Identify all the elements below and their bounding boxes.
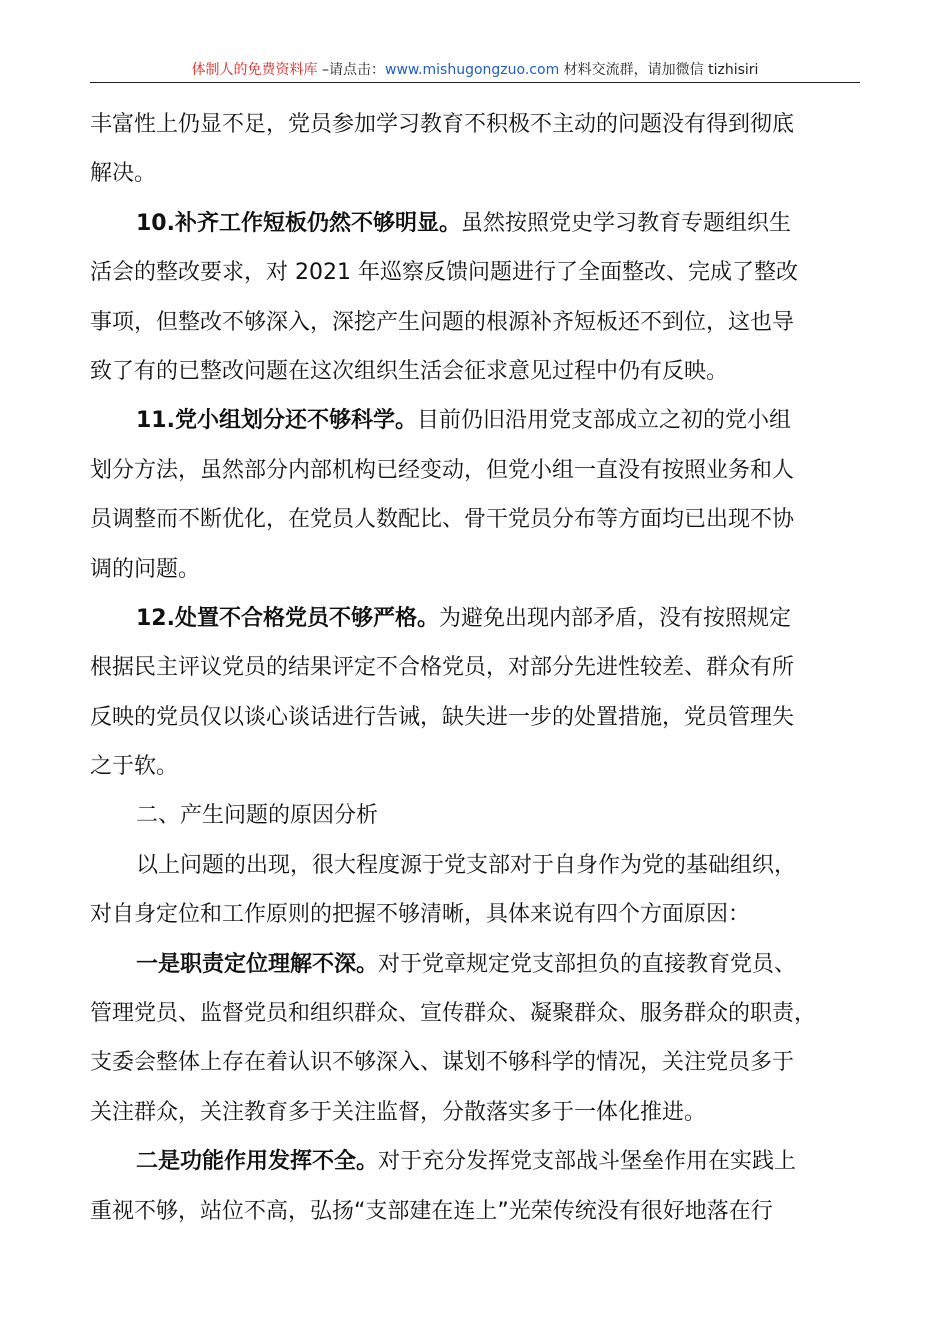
header-brand: 体制人的免费资料库: [191, 62, 318, 78]
header-url-link[interactable]: www.mishugongzuo.com: [385, 62, 560, 78]
document-body: [90, 100, 860, 1236]
header-wechat-note: 材料交流群，请加微信 tizhisiri: [559, 62, 759, 78]
reason-2-heading: 二是功能作用发挥不全。: [136, 1149, 379, 1175]
body-line: 之于软。: [90, 754, 179, 780]
body-line: 划分方法，虽然部分内部机构已经变动，但党小组一直没有按照业务和人: [90, 457, 795, 483]
body-line: 反映的党员仅以谈心谈话进行告诫，缺失进一步的处置措施，党员管理失: [90, 704, 795, 730]
item-12-first-line: 12.处置不合格党员不够严格。为避免出现内部矛盾，没有按照规定: [136, 605, 791, 631]
body-line: 根据民主评议党员的结果评定不合格党员，对部分先进性较差、群众有所: [90, 655, 795, 681]
body-line: 丰富性上仍显不足，党员参加学习教育不积极不主动的问题没有得到彻底: [90, 112, 795, 137]
body-line: 对自身定位和工作原则的把握不够清晰，具体来说有四个方面原因：: [90, 902, 751, 928]
body-line: 关注群众，关注教育多于关注监督，分散落实多于一体化推进。: [90, 1099, 707, 1125]
body-line: 调的问题。: [90, 556, 201, 582]
body-line: 重视不够，站位不高，弘扬“支部建在连上”光荣传统没有很好地落在行: [90, 1198, 773, 1224]
item-10-heading: 10.补齐工作短板仍然不够明显。: [136, 210, 461, 236]
item-12-heading: 12.处置不合格党员不够严格。: [136, 605, 439, 631]
item-11-first-line: 11.党小组划分还不够科学。目前仍旧沿用党支部成立之初的党小组: [136, 408, 791, 434]
body-line: 解决。: [90, 161, 157, 187]
body-line: 支委会整体上存在着认识不够深入、谋划不够科学的情况，关注党员多于: [90, 1050, 795, 1076]
body-line: 事项，但整改不够深入，深挖产生问题的根源补齐短板还不到位，这也导: [90, 309, 795, 335]
body-line: 致了有的已整改问题在这次组织生活会征求意见过程中仍有反映。: [90, 358, 729, 384]
body-line: 以上问题的出现，很大程度源于党支部对于自身作为党的基础组织，: [136, 852, 797, 878]
header-divider: [90, 82, 860, 83]
item-10-first-line: 10.补齐工作短板仍然不够明显。虽然按照党史学习教育专题组织生: [136, 210, 791, 236]
body-line: 管理党员、监督党员和组织群众、宣传群众、凝聚群众、服务群众的职责，: [90, 1001, 817, 1027]
reason-1-first-line: 一是职责定位理解不深。对于党章规定党支部担负的直接教育党员、: [136, 951, 797, 977]
header-prompt: –请点击：: [317, 62, 386, 78]
reason-1-heading: 一是职责定位理解不深。: [136, 951, 379, 977]
body-line: 活会的整改要求，对 2021 年巡察反馈问题进行了全面整改、完成了整改: [90, 260, 798, 286]
body-line: 员调整而不断优化，在党员人数配比、骨干党员分布等方面均已出现不协: [90, 507, 795, 533]
item-11-heading: 11.党小组划分还不够科学。: [136, 408, 417, 434]
page-header: [90, 58, 860, 82]
reason-2-first-line: 二是功能作用发挥不全。对于充分发挥党支部战斗堡垒作用在实践上: [136, 1149, 797, 1175]
section-heading: 二、产生问题的原因分析: [136, 803, 379, 829]
